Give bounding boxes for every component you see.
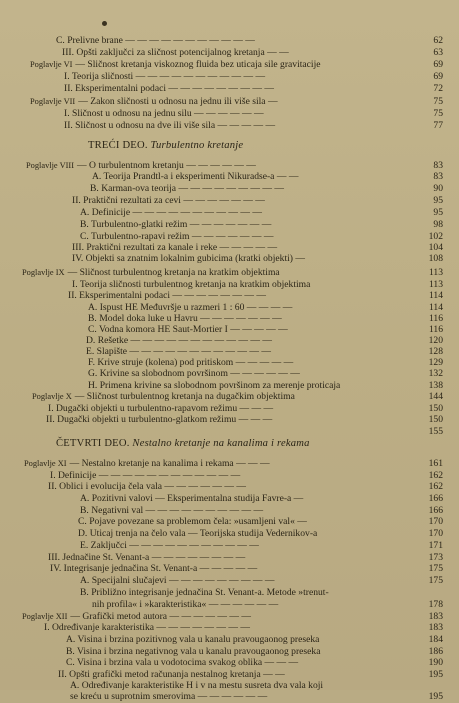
toc-entry bbox=[0, 35, 459, 47]
chapter-label: Poglavlje XI bbox=[24, 459, 67, 468]
entry-text-group bbox=[80, 219, 271, 231]
page-number: 116 bbox=[428, 324, 443, 335]
chapter-entry bbox=[0, 96, 459, 108]
page-number: 90 bbox=[433, 183, 443, 194]
entry-title: II. Dugački objekti u turbulentno-glatkom režimu — — — bbox=[46, 414, 273, 425]
page-number: 173 bbox=[428, 552, 443, 563]
entry-title: — Nestalno kretanje na kanalima i rekama — — — bbox=[69, 458, 270, 469]
toc-entry bbox=[0, 195, 459, 207]
entry-text-group bbox=[80, 207, 262, 219]
chapter-label: Poglavlje X bbox=[32, 392, 72, 401]
page-number: 98 bbox=[433, 219, 443, 230]
toc-entry bbox=[0, 414, 459, 426]
entry-title: — Zakon sličnosti u odnosu na jednu ili više sila — bbox=[78, 96, 278, 107]
page-number: 170 bbox=[428, 528, 443, 539]
page-number: 183 bbox=[428, 622, 443, 633]
page-number: 178 bbox=[428, 599, 443, 610]
entry-title: II. Sličnost u odnosu na dve ili više sila — — — — — bbox=[64, 120, 276, 131]
entry-title: B. Karman-ova teorija — — — — — — — — — bbox=[90, 183, 284, 194]
entry-text-group bbox=[66, 657, 298, 669]
entry-title: — Sličnost turbulentnog kretanja na dugačkim objektima bbox=[74, 391, 295, 402]
section-heading-treci bbox=[88, 140, 243, 151]
entry-text-group bbox=[50, 563, 257, 575]
chapter-entry bbox=[0, 267, 459, 279]
entry-title: nih profila« i »karakteristika« — — — — — — bbox=[92, 599, 279, 610]
entry-text-group bbox=[64, 83, 274, 95]
entry-text-group bbox=[56, 35, 255, 47]
entry-text-group bbox=[30, 59, 321, 71]
entry-text-group bbox=[32, 391, 295, 403]
entry-title: C. Visina i brzina vala u vodotocima svakog oblika — — — bbox=[66, 657, 299, 668]
entry-text-group bbox=[46, 414, 272, 426]
entry-title: III. Praktični rezultati za kanale i reke — — — — — bbox=[72, 242, 278, 253]
toc-entry bbox=[0, 540, 459, 552]
entry-title: G. Krivine sa slobodnom površinom — — — — — — bbox=[88, 368, 300, 379]
page-number: 104 bbox=[428, 242, 443, 253]
chapter-label: Poglavlje VIII bbox=[26, 161, 74, 170]
page-number: 72 bbox=[433, 83, 443, 94]
page-number: 114 bbox=[428, 302, 443, 313]
entry-text-group bbox=[64, 71, 265, 83]
toc-entry bbox=[0, 657, 459, 669]
toc-entry bbox=[0, 516, 459, 528]
entry-title: C. Turbulentno-rapavi režim — — — — — — — bbox=[80, 231, 274, 242]
toc-entry bbox=[0, 493, 459, 505]
entry-title: B. Približno integrisanje jednačina St. Venant-a. Metode »trenut- bbox=[80, 587, 329, 598]
section-subtitle: Nestalno kretanje na kanalima i rekama bbox=[132, 438, 310, 449]
entry-text-group bbox=[64, 120, 275, 132]
toc-entry bbox=[0, 587, 459, 599]
entry-text-group bbox=[30, 96, 278, 108]
entry-text-group bbox=[78, 516, 307, 528]
entry-title: B. Model doka luke u Havru — — — — — — — bbox=[88, 313, 282, 324]
entry-title: I. Teorija sličnosti turbulentnog kretanja na kratkim objektima bbox=[72, 279, 311, 290]
page-number: 120 bbox=[428, 335, 443, 346]
page-number: 69 bbox=[433, 59, 443, 70]
entry-title: A. Specijalni slučajevi — — — — — — — — — bbox=[80, 575, 275, 586]
toc-entry bbox=[0, 691, 459, 703]
entry-text-group bbox=[62, 47, 289, 59]
entry-title: I. Teorija sličnosti — — — — — — — — — — — bbox=[64, 71, 266, 82]
entry-title: I. Dugački objekti u turbulentno-rapavom režimu — — — bbox=[48, 403, 274, 414]
entry-title: B. Visina i brzina negativnog vala u kanalu pravougaonog preseka bbox=[66, 646, 321, 657]
entry-text-group bbox=[78, 528, 317, 540]
entry-title: II. Oblici i evolucija čela vala — — — — — — — bbox=[48, 481, 246, 492]
entry-title: F. Krive struje (kolena) pod pritiskom — — — — — bbox=[88, 357, 294, 368]
page-number: 175 bbox=[428, 575, 443, 586]
page-number: 162 bbox=[428, 481, 443, 492]
page-number: 132 bbox=[428, 368, 443, 379]
page-number: 171 bbox=[428, 540, 443, 551]
toc-entry bbox=[0, 108, 459, 120]
toc-entry bbox=[0, 563, 459, 575]
page-number: 195 bbox=[428, 691, 443, 702]
entry-title: IV. Integrisanje jednačina St. Venant-a — — — — — bbox=[50, 563, 258, 574]
entry-text-group bbox=[68, 290, 266, 302]
toc-entry bbox=[0, 426, 459, 438]
page-number: 113 bbox=[428, 267, 443, 278]
page-number: 102 bbox=[428, 231, 443, 242]
toc-entry bbox=[0, 183, 459, 195]
page-number: 138 bbox=[428, 380, 443, 391]
page-number: 95 bbox=[433, 207, 443, 218]
entry-title: — Sličnost kretanja viskoznog fluida bez uticaja sile gravitacije bbox=[75, 59, 321, 70]
entry-text-group bbox=[72, 195, 265, 207]
page-number: 150 bbox=[428, 403, 443, 414]
entry-title: I. Sličnost u odnosu na jednu silu — — — — — — bbox=[64, 108, 264, 119]
entry-title: — Sličnost turbulentnog kretanja na kratkim objektima bbox=[67, 267, 280, 278]
entry-title: III. Opšti zaključci za sličnost potencijalnog kretanja — — bbox=[62, 47, 289, 58]
page-number: 128 bbox=[428, 346, 443, 357]
entry-text-group bbox=[48, 481, 246, 493]
entry-title: II. Eksperimentalni podaci — — — — — — — — bbox=[68, 290, 266, 301]
page-number: 116 bbox=[428, 313, 443, 324]
entry-text-group bbox=[88, 368, 300, 380]
page-number: 75 bbox=[433, 96, 443, 107]
entry-text-group bbox=[90, 183, 284, 195]
page-number: 162 bbox=[428, 470, 443, 481]
entry-title: C. Vodna komora HE Saut-Mortier I — — — — — bbox=[88, 324, 288, 335]
chapter-label: Poglavlje VI bbox=[30, 60, 73, 69]
entry-title: — Grafički metod autora — — — — — — — bbox=[70, 611, 252, 622]
entry-text-group bbox=[80, 540, 259, 552]
toc-entry bbox=[0, 219, 459, 231]
toc-entry bbox=[0, 528, 459, 540]
entry-title: A. Definicije — — — — — — — — — — — bbox=[80, 207, 262, 218]
toc-entry bbox=[0, 290, 459, 302]
page-number: 129 bbox=[428, 357, 443, 368]
page-number: 63 bbox=[433, 47, 443, 58]
entry-title: D. Uticaj trenja na čelo vala — Teorijska studija Vedernikov-a bbox=[78, 528, 318, 539]
page-number: 183 bbox=[428, 611, 443, 622]
chapter-label: Poglavlje IX bbox=[22, 268, 65, 277]
toc-entry bbox=[0, 253, 459, 265]
entry-text-group bbox=[80, 493, 303, 505]
toc-entry bbox=[0, 599, 459, 611]
page-number: 69 bbox=[433, 71, 443, 82]
page-number: 95 bbox=[433, 195, 443, 206]
entry-title: E. Zaključci — — — — — — — — — — — bbox=[80, 540, 259, 551]
bullet-mark bbox=[102, 21, 107, 26]
entry-text-group bbox=[92, 599, 278, 611]
entry-title: II. Eksperimentalni podaci — — — — — — — — — bbox=[64, 83, 274, 94]
page-number: 77 bbox=[433, 120, 443, 131]
page-number: 195 bbox=[428, 669, 443, 680]
chapter-entry bbox=[0, 458, 459, 470]
page-number: 161 bbox=[428, 458, 443, 469]
page-number: 83 bbox=[433, 171, 443, 182]
entry-text-group bbox=[92, 171, 298, 183]
entry-title: A. Teorija Prandtl-a i eksperimenti Nikuradse-a — — bbox=[92, 171, 299, 182]
page-number: 144 bbox=[428, 391, 443, 402]
toc-entry bbox=[0, 368, 459, 380]
toc-entry bbox=[0, 575, 459, 587]
section-heading-cetvrti bbox=[56, 438, 310, 449]
entry-title: C. Prelivne brane — — — — — — — — — — — bbox=[56, 35, 255, 46]
entry-text-group bbox=[24, 458, 270, 470]
chapter-entry bbox=[0, 391, 459, 403]
page-number: 83 bbox=[433, 160, 443, 171]
page-number: 113 bbox=[428, 279, 443, 290]
entry-title: B. Negativni val — — — — — — — — — — bbox=[80, 505, 264, 516]
entry-title: H. Primena krivine sa slobodnom površinom za merenje proticaja bbox=[88, 380, 341, 391]
entry-text-group bbox=[80, 575, 275, 587]
page-number: 166 bbox=[428, 505, 443, 516]
entry-text-group bbox=[44, 622, 250, 634]
page-number: 184 bbox=[428, 634, 443, 645]
toc-entry bbox=[0, 481, 459, 493]
entry-title: A. Ispust HE Međuvršje u razmeri 1 : 60 — — — — bbox=[88, 302, 293, 313]
page-number: 155 bbox=[428, 426, 443, 437]
chapter-entry bbox=[0, 59, 459, 71]
entry-title: IV. Objekti sa znatnim lokalnim gubicima (kratki objekti) — bbox=[72, 253, 305, 264]
page-number: 190 bbox=[428, 657, 443, 668]
toc-entry bbox=[0, 83, 459, 95]
entry-text-group bbox=[70, 691, 267, 703]
toc-entry bbox=[0, 634, 459, 646]
chapter-label: Poglavlje XII bbox=[22, 612, 68, 621]
toc-entry bbox=[0, 622, 459, 634]
entry-text-group bbox=[80, 587, 329, 599]
toc-entry bbox=[0, 71, 459, 83]
section-title: TREĆI DEO. bbox=[88, 140, 148, 151]
entry-title: — O turbulentnom kretanju — — — — — — bbox=[77, 160, 256, 171]
page-number: 150 bbox=[428, 414, 443, 425]
section-title: ČETVRTI DEO. bbox=[56, 438, 130, 449]
entry-text-group bbox=[64, 108, 264, 120]
entry-title: E. Slapište — — — — — — — — — — — — bbox=[86, 346, 271, 357]
page-number: 166 bbox=[428, 493, 443, 504]
page-number: 108 bbox=[428, 253, 443, 264]
entry-title: C. Pojave povezane sa problemom čela: »usamljeni val« — bbox=[78, 516, 307, 527]
entry-title: I. Određivanje karakteristika — — — — — — — — bbox=[44, 622, 250, 633]
entry-title: II. Opšti grafički metod računanja nestalnog kretanja — — bbox=[58, 669, 285, 680]
page-number: 114 bbox=[428, 290, 443, 301]
entry-title: II. Praktični rezultati za cevi — — — — — — — bbox=[72, 195, 265, 206]
toc-entry bbox=[0, 207, 459, 219]
entry-text-group bbox=[22, 267, 280, 279]
toc-entry bbox=[0, 171, 459, 183]
page-number: 170 bbox=[428, 516, 443, 527]
entry-title: D. Rešetke — — — — — — — — — — — — bbox=[86, 335, 273, 346]
page-number: 175 bbox=[428, 563, 443, 574]
entry-title: se kreću u suprotnim smerovima — — — — — — bbox=[70, 691, 268, 702]
entry-title: B. Turbulentno-glatki režim — — — — — — — bbox=[80, 219, 272, 230]
chapter-label: Poglavlje VII bbox=[30, 97, 76, 106]
entry-title: III. Jednačine St. Venant-a — — — — — — — — bbox=[48, 552, 246, 563]
section-subtitle: Turbulentno kretanje bbox=[150, 140, 244, 151]
entry-title: A. Pozitivni valovi — Eksperimentalna studija Favre-a — bbox=[80, 493, 304, 504]
entry-title: A. Određivanje karakteristike H i v na mestu susreta dva vala koji bbox=[70, 680, 324, 691]
toc-entry bbox=[0, 47, 459, 59]
entry-text-group bbox=[66, 634, 319, 646]
page-number: 75 bbox=[433, 108, 443, 119]
toc-entry bbox=[0, 120, 459, 132]
entry-title: A. Visina i brzina pozitivnog vala u kanalu pravougaonog preseka bbox=[66, 634, 320, 645]
page-number: 62 bbox=[433, 35, 443, 46]
entry-title: I. Definicije — — — — — — — — — — — — bbox=[50, 470, 241, 481]
entry-text-group bbox=[72, 253, 305, 265]
page-number: 186 bbox=[428, 646, 443, 657]
